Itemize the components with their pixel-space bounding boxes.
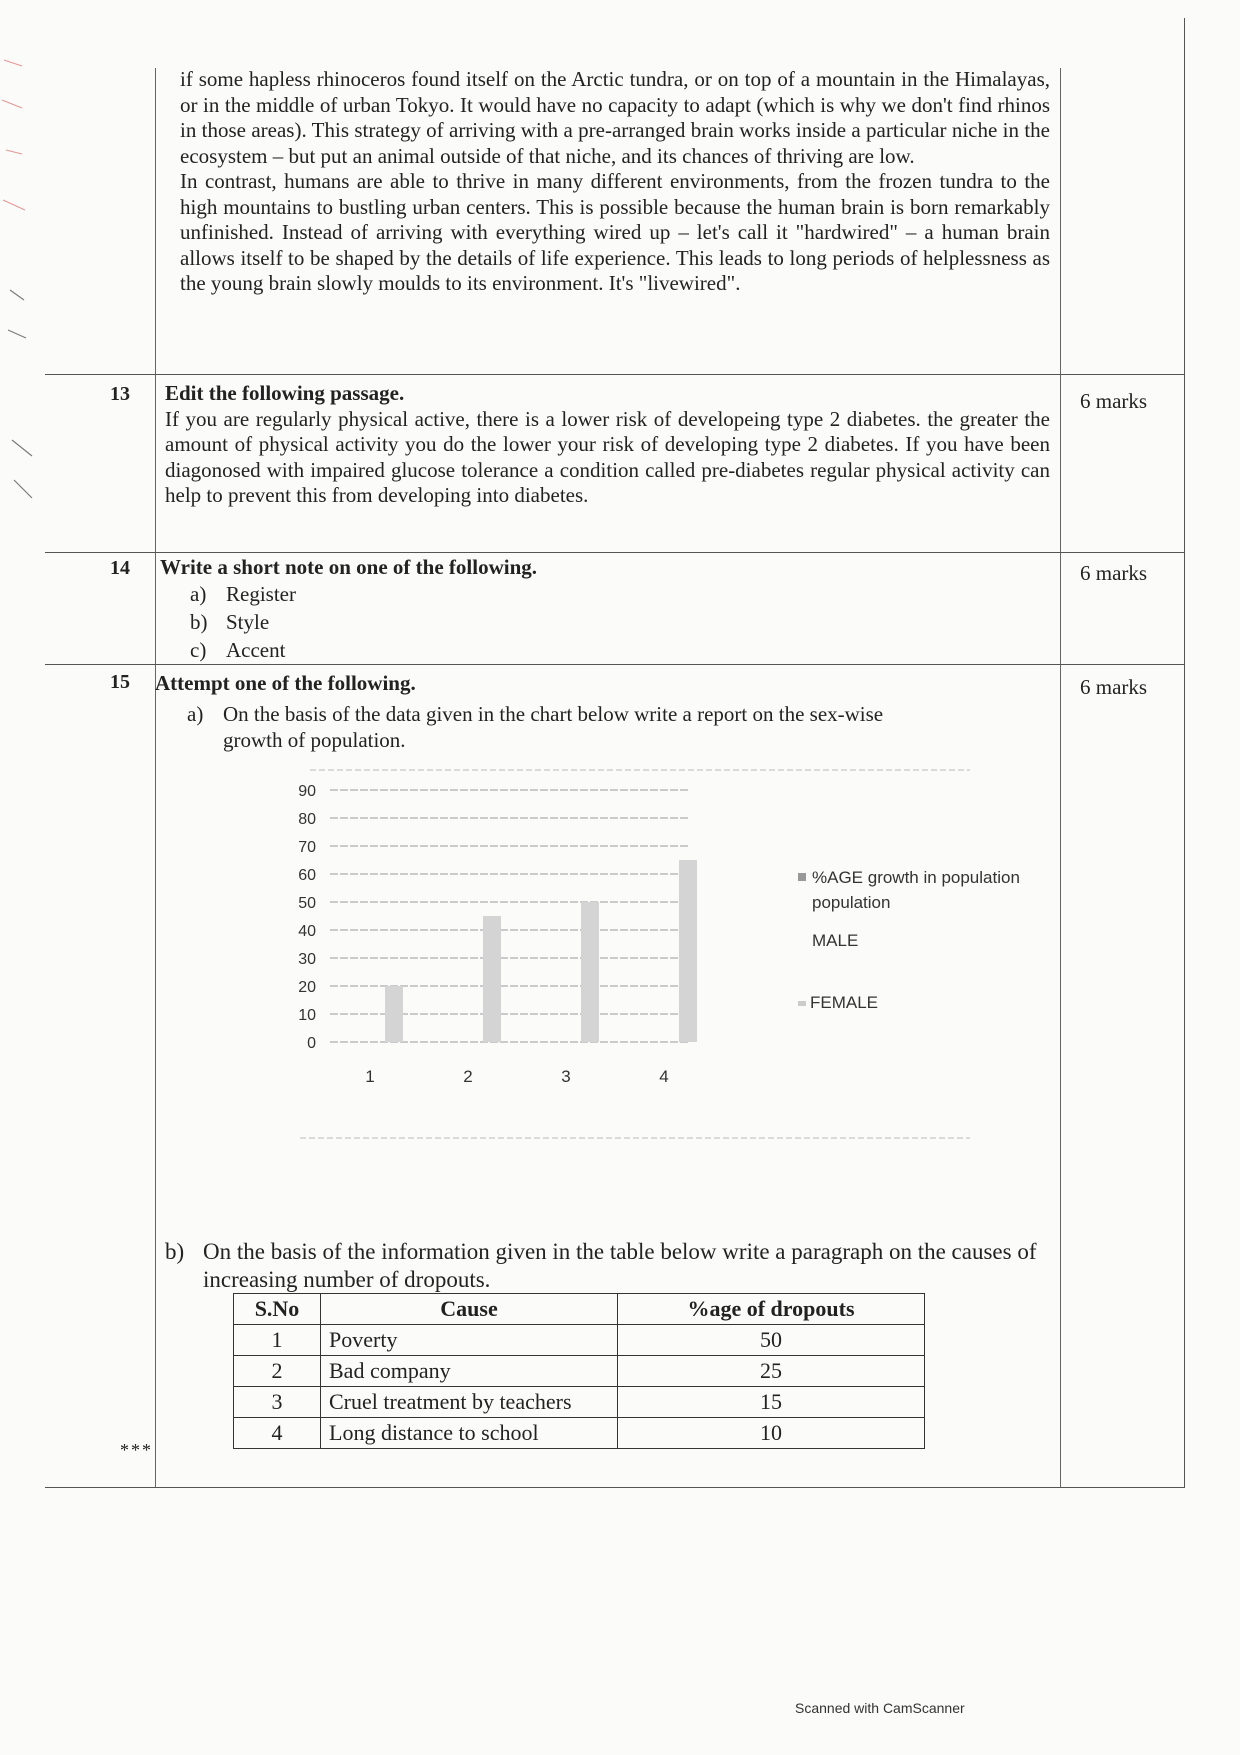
population-growth-chart: [298, 770, 1020, 1130]
option-item: c) Accent: [190, 638, 286, 662]
chart-bars: [385, 860, 697, 1042]
y-tick-label: 10: [298, 1007, 316, 1024]
dropout-causes-table: [233, 1293, 925, 1449]
chart-gridlines: [330, 790, 690, 1042]
scan-edge-marks: [0, 40, 40, 500]
passage-row: [45, 63, 1184, 375]
option-item: a) Register: [190, 582, 296, 606]
part-a: a) On the basis of the data given in the chart below write a report on the sex-wise growth of population.: [187, 702, 884, 752]
x-tick-label: 4: [659, 1067, 669, 1086]
x-tick-label: 2: [463, 1067, 473, 1086]
question-heading: Attempt one of the following.: [155, 671, 416, 695]
y-tick-label: 60: [298, 867, 316, 884]
part-b: b) On the basis of the information given in the table below write a paragraph on the causes of increasing number of dropouts.: [165, 1239, 1037, 1292]
question-heading: Write a short note on one of the following.: [160, 555, 538, 579]
table-header-row: [234, 1294, 925, 1325]
y-tick-label: 80: [298, 811, 316, 828]
bar: [581, 902, 599, 1042]
legend-swatch: [798, 873, 806, 881]
y-tick-label: 20: [298, 979, 316, 996]
passage-text: [180, 67, 1050, 297]
chart-y-axis: [298, 783, 316, 1052]
marks-label: 6 marks: [1080, 389, 1148, 413]
y-tick-label: 50: [298, 895, 316, 912]
column-header: Cause: [321, 1294, 618, 1325]
question-number: 14: [110, 557, 130, 579]
question-heading: Edit the following passage.: [165, 381, 405, 405]
option-item: b) Style: [190, 610, 270, 634]
question-number: 15: [110, 671, 130, 693]
column-header: %age of dropouts: [618, 1294, 925, 1325]
question-13-row: [45, 375, 1184, 553]
bar: [385, 986, 403, 1042]
question-number: 13: [110, 383, 130, 405]
table-row: 2 Bad company 25: [234, 1356, 925, 1387]
bar: [679, 860, 697, 1042]
x-tick-label: 3: [561, 1067, 571, 1086]
y-tick-label: 30: [298, 951, 316, 968]
question-14-body: [160, 555, 1040, 664]
y-tick-label: 0: [307, 1035, 316, 1052]
marks-label: 6 marks: [1080, 675, 1148, 699]
y-tick-label: 70: [298, 839, 316, 856]
legend-entry: FEMALE: [810, 993, 879, 1012]
legend-swatch: [798, 1001, 806, 1006]
marks-label: 6 marks: [1080, 561, 1148, 585]
x-tick-label: 1: [365, 1067, 375, 1086]
question-13-body: [165, 381, 1050, 509]
chart-x-axis: [365, 1067, 668, 1086]
scanner-watermark: Scanned with CamScanner: [795, 1700, 965, 1716]
option-list: [160, 580, 1040, 664]
table-row: 1 Poverty 50: [234, 1325, 925, 1356]
passage-paragraph-2: In contrast, humans are able to thrive in many different environments, from the frozen tundra to the high mountains to bustling urban centers. This is possible because the human brain is born remarkably unfinished. Instead of arriving with everything wired up – let's call it "hardwired" – a human brain allows itself to be shaped by the details of life experience. This leads to long periods of helplessness as the young brain slowly moulds to its environment. It's "livewired".: [180, 169, 1050, 295]
passage-paragraph-1: if some hapless rhinoceros found itself on the Arctic tundra, or on top of a mountain in the Himalayas, or in the middle of urban Tokyo. It would have no capacity to adapt (which is why we don't find rhinos in those areas). This strategy of arriving with a pre-arranged brain works inside a particular niche in the ecosystem – but put an animal outside of that niche, and its chances of thriving are low.: [180, 67, 1050, 168]
question-13-text: If you are regularly physical active, there is a lower risk of developeing type 2 diabetes. the greater the amount of physical activity you do the lower your risk of developing type 2 diabetes. If you have been diagonosed with impaired glucose tolerance a condition called pre-diabetes regular physical activity can help to prevent this from developing into diabetes.: [165, 406, 1050, 507]
y-tick-label: 90: [298, 783, 316, 800]
legend-entry-continued: population: [812, 893, 891, 912]
bar: [483, 916, 501, 1042]
column-header: S.No: [234, 1294, 321, 1325]
legend-entry: %AGE growth in population: [812, 868, 1020, 887]
table-row: 3 Cruel treatment by teachers 15: [234, 1387, 925, 1418]
question-14-row: [45, 553, 1184, 665]
table-row: 4 Long distance to school 10: [234, 1418, 925, 1449]
end-of-paper-mark: ***: [120, 1440, 153, 1460]
y-tick-label: 40: [298, 923, 316, 940]
legend-entry: MALE: [812, 931, 859, 950]
